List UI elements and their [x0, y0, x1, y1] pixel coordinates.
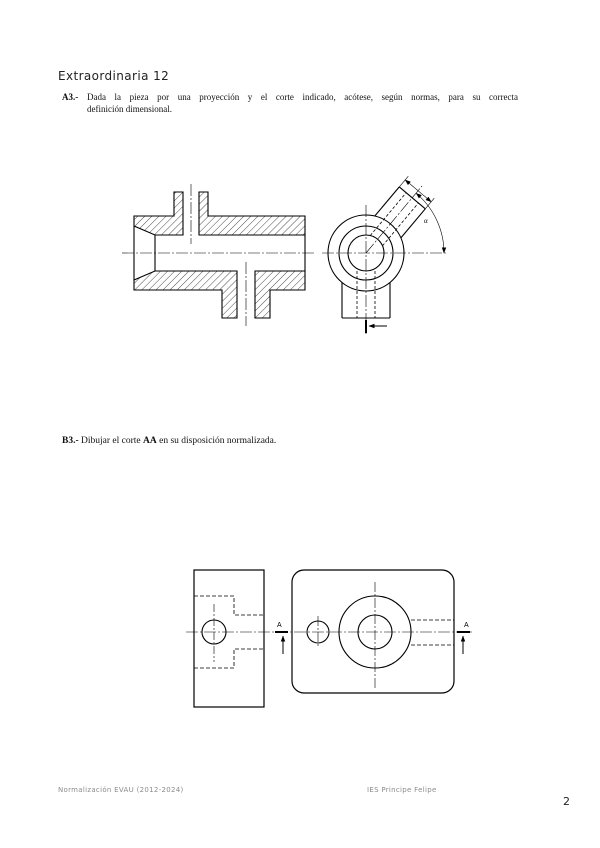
section-label-right: A: [464, 622, 469, 629]
inclined-arm-edge: [375, 187, 400, 216]
question-a3-text-line2: definición dimensional.: [87, 104, 172, 114]
question-a3-label: A3.-: [62, 92, 79, 102]
page-title: Extraordinaria 12: [58, 69, 170, 83]
question-b3-section-name: AA: [143, 436, 157, 446]
footer-course: Normalización EVAU (2012-2024): [58, 786, 184, 794]
hatched-wall-lower-right: [255, 271, 305, 318]
hidden-line-counterbore-bottom: [194, 649, 264, 668]
hatched-wall-upper-right: [199, 192, 305, 235]
hatched-wall-lower-left: [134, 271, 237, 318]
inclined-arm-edge: [401, 209, 425, 238]
page-number: 2: [563, 795, 570, 808]
hidden-line-counterbore-top: [194, 596, 264, 615]
question-b3-label: B3.-: [62, 436, 79, 446]
angle-label: α: [424, 217, 428, 225]
hidden-line-arm-hole: [382, 203, 418, 246]
hidden-line-arm-hole: [370, 193, 406, 236]
angle-dimension-arc: [416, 193, 444, 253]
b3-front-view: [292, 570, 454, 693]
width-dimension-line: [405, 180, 431, 202]
question-a3-text-line1: Dada la pieza por una proyección y el corte indicado, acótese, según normas, para su correcta: [87, 92, 518, 102]
question-b3-text-start: Dibujar el corte: [81, 436, 141, 446]
section-label-left: A: [277, 622, 282, 629]
question-b3-text-end: en su disposición normalizada.: [159, 436, 277, 446]
a3-section-view: [122, 184, 314, 326]
front-view-outline: [292, 570, 454, 693]
b3-side-view: [194, 570, 264, 707]
footer-school: IES Principe Felipe: [367, 786, 437, 794]
centerline-arm-axis: [366, 186, 422, 253]
hatched-wall-upper-left: [134, 192, 183, 235]
a3-end-view: [322, 176, 448, 334]
